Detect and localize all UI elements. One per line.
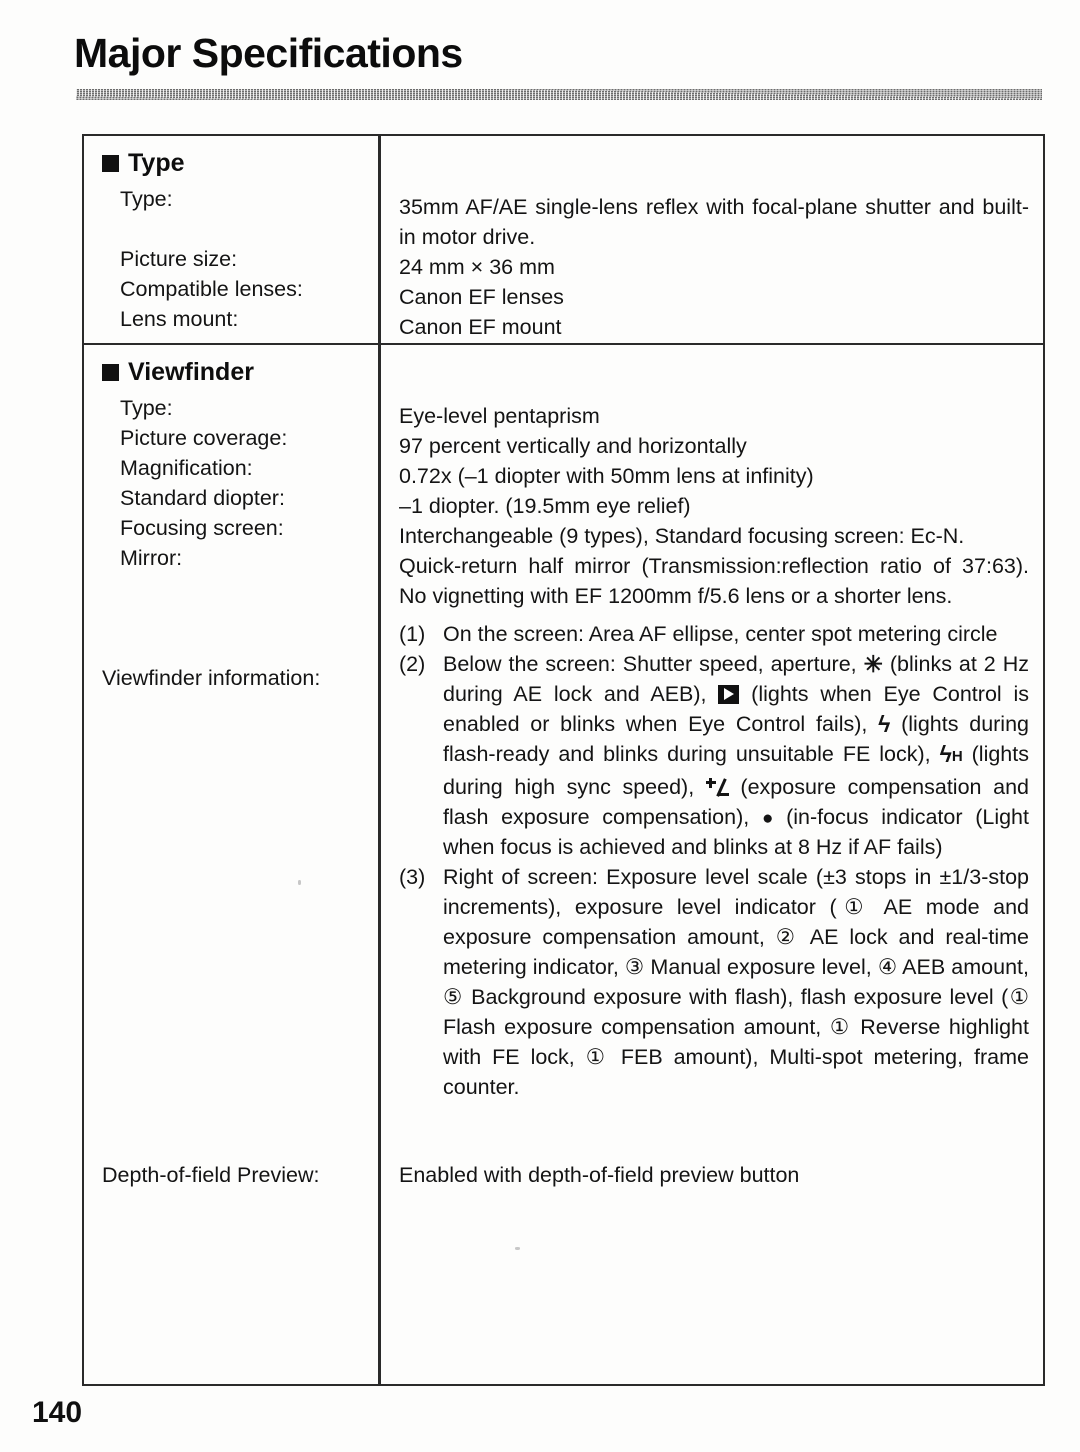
ae-lock-asterisk-icon: ✳	[863, 651, 883, 677]
value-standard-diopter: –1 diopter. (19.5mm eye relief)	[399, 494, 691, 518]
section-heading-label: Viewfinder	[128, 358, 254, 386]
label-spacer-mirror	[102, 573, 360, 633]
list-item-infocus-note: (in-focus indicator (Light when focus is achieved and blinks at 8 Hz if AF fails)	[443, 805, 1029, 859]
label-viewfinder-information: Viewfinder information:	[102, 665, 321, 690]
list-item-expcomp-note: (exposure compensation and flash exposure compensation),	[443, 775, 1029, 829]
value-picture-coverage: 97 percent vertically and horizontally	[399, 434, 747, 458]
list-item-text: On the screen: Area AF ellipse, center spot metering circle	[443, 622, 998, 646]
list-item	[399, 649, 1029, 862]
list-item-text	[443, 649, 1029, 862]
list-item-text: Right of screen: Exposure level scale (±3 stops in ±1/3-stop increments), exposure level indicator (① AE mode and exposure compensation amount, ② AE lock and real-time metering indicator, ③ Manual exposure level, ④ AEB amount, ⑤ Background exposure with flash), flash exposure level (① Flash exposure compensation amount, ① Reverse highlight with FE lock, ① FEB amount), Multi-spot metering, frame counter.	[443, 865, 1029, 1099]
label-spacer-mirror-2	[102, 633, 360, 663]
section-heading-type	[102, 150, 360, 178]
section-heading-viewfinder	[102, 359, 360, 387]
list-item-part1: Below the screen: Shutter speed, aperture,	[443, 652, 857, 676]
flash-bolt-icon: ϟ	[878, 711, 891, 737]
label-picture-coverage: Picture coverage:	[120, 425, 288, 450]
label-viewfinder-type: Type:	[120, 395, 173, 420]
flash-high-sync-subscript: H	[951, 748, 963, 765]
square-bullet-icon	[102, 155, 119, 172]
label-focusing-screen: Focusing screen:	[120, 515, 284, 540]
value-top-spacer	[399, 148, 1029, 178]
list-spacer	[399, 611, 1029, 619]
in-focus-dot-icon: ●	[761, 808, 774, 829]
value-magnification: 0.72x (–1 diopter with 50mm lens at infinity)	[399, 464, 814, 488]
value-lens-mount: Canon EF mount	[399, 315, 562, 339]
list-item-highsync-note: (lights during high sync speed),	[443, 742, 1029, 799]
eye-control-icon	[718, 685, 739, 704]
value-picture-size: 24 mm × 36 mm	[399, 255, 555, 279]
list-item-number: (1)	[399, 622, 426, 646]
value-top-spacer	[399, 357, 1029, 387]
depth-of-field-label-cell	[84, 1160, 378, 1190]
page-title: Major Specifications	[74, 30, 463, 76]
label-standard-diopter: Standard diopter:	[120, 485, 285, 510]
label-lens-mount: Lens mount:	[120, 306, 239, 331]
value-type: 35mm AF/AE single-lens reflex with focal-plane shutter and built-in motor drive.	[399, 195, 1029, 249]
page-number: 140	[32, 1396, 83, 1429]
section-heading-label: Type	[128, 149, 185, 177]
square-bullet-icon	[102, 364, 119, 381]
value-top-spacer-2	[399, 387, 1029, 401]
label-type: Type:	[120, 186, 173, 211]
viewfinder-information-list	[399, 619, 1029, 1102]
scan-artifact	[515, 1247, 520, 1250]
flash-high-sync-bolt-icon: ϟ	[939, 741, 952, 767]
value-depth-of-field-preview: Enabled with depth-of-field preview button	[399, 1163, 800, 1187]
list-item-number: (3)	[399, 865, 426, 889]
label-depth-of-field-preview: Depth-of-field Preview:	[102, 1163, 320, 1187]
list-item-flash-note: (lights during flash-ready and blinks during unsuitable FE lock),	[443, 712, 1029, 766]
specifications-table	[82, 134, 1045, 1386]
label-magnification: Magnification:	[120, 455, 253, 480]
list-item-eye-note: (lights when Eye Control is enabled or blinks when Eye Control fails),	[443, 682, 1030, 736]
depth-of-field-value-cell	[381, 1160, 1045, 1190]
label-compatible-lenses: Compatible lenses:	[120, 276, 303, 301]
list-item	[399, 619, 1029, 649]
list-item-number: (2)	[399, 652, 426, 676]
value-viewfinder-type: Eye-level pentaprism	[399, 404, 600, 428]
value-focusing-screen: Interchangeable (9 types), Standard focusing screen: Ec-N.	[399, 524, 965, 548]
value-compatible-lenses: Canon EF lenses	[399, 285, 564, 309]
scan-artifact	[298, 880, 301, 885]
section-type-values	[381, 136, 1045, 342]
exposure-compensation-icon	[706, 777, 729, 798]
section-viewfinder-values	[381, 345, 1045, 1102]
list-item-asterisk-note: (blinks at 2 Hz during AE lock and AEB),	[443, 652, 1029, 706]
label-picture-size: Picture size:	[120, 246, 238, 271]
value-top-spacer-2	[399, 178, 1029, 192]
value-mirror: Quick-return half mirror (Transmission:reflection ratio of 37:63). No vignetting with EF 1200mm f/5.6 lens or a shorter lens.	[399, 554, 1029, 608]
section-type-labels	[84, 136, 378, 334]
section-viewfinder-labels	[84, 345, 378, 693]
list-item	[399, 862, 1029, 1102]
label-mirror: Mirror:	[120, 545, 183, 570]
label-spacer	[102, 214, 360, 244]
title-rule	[76, 89, 1042, 100]
